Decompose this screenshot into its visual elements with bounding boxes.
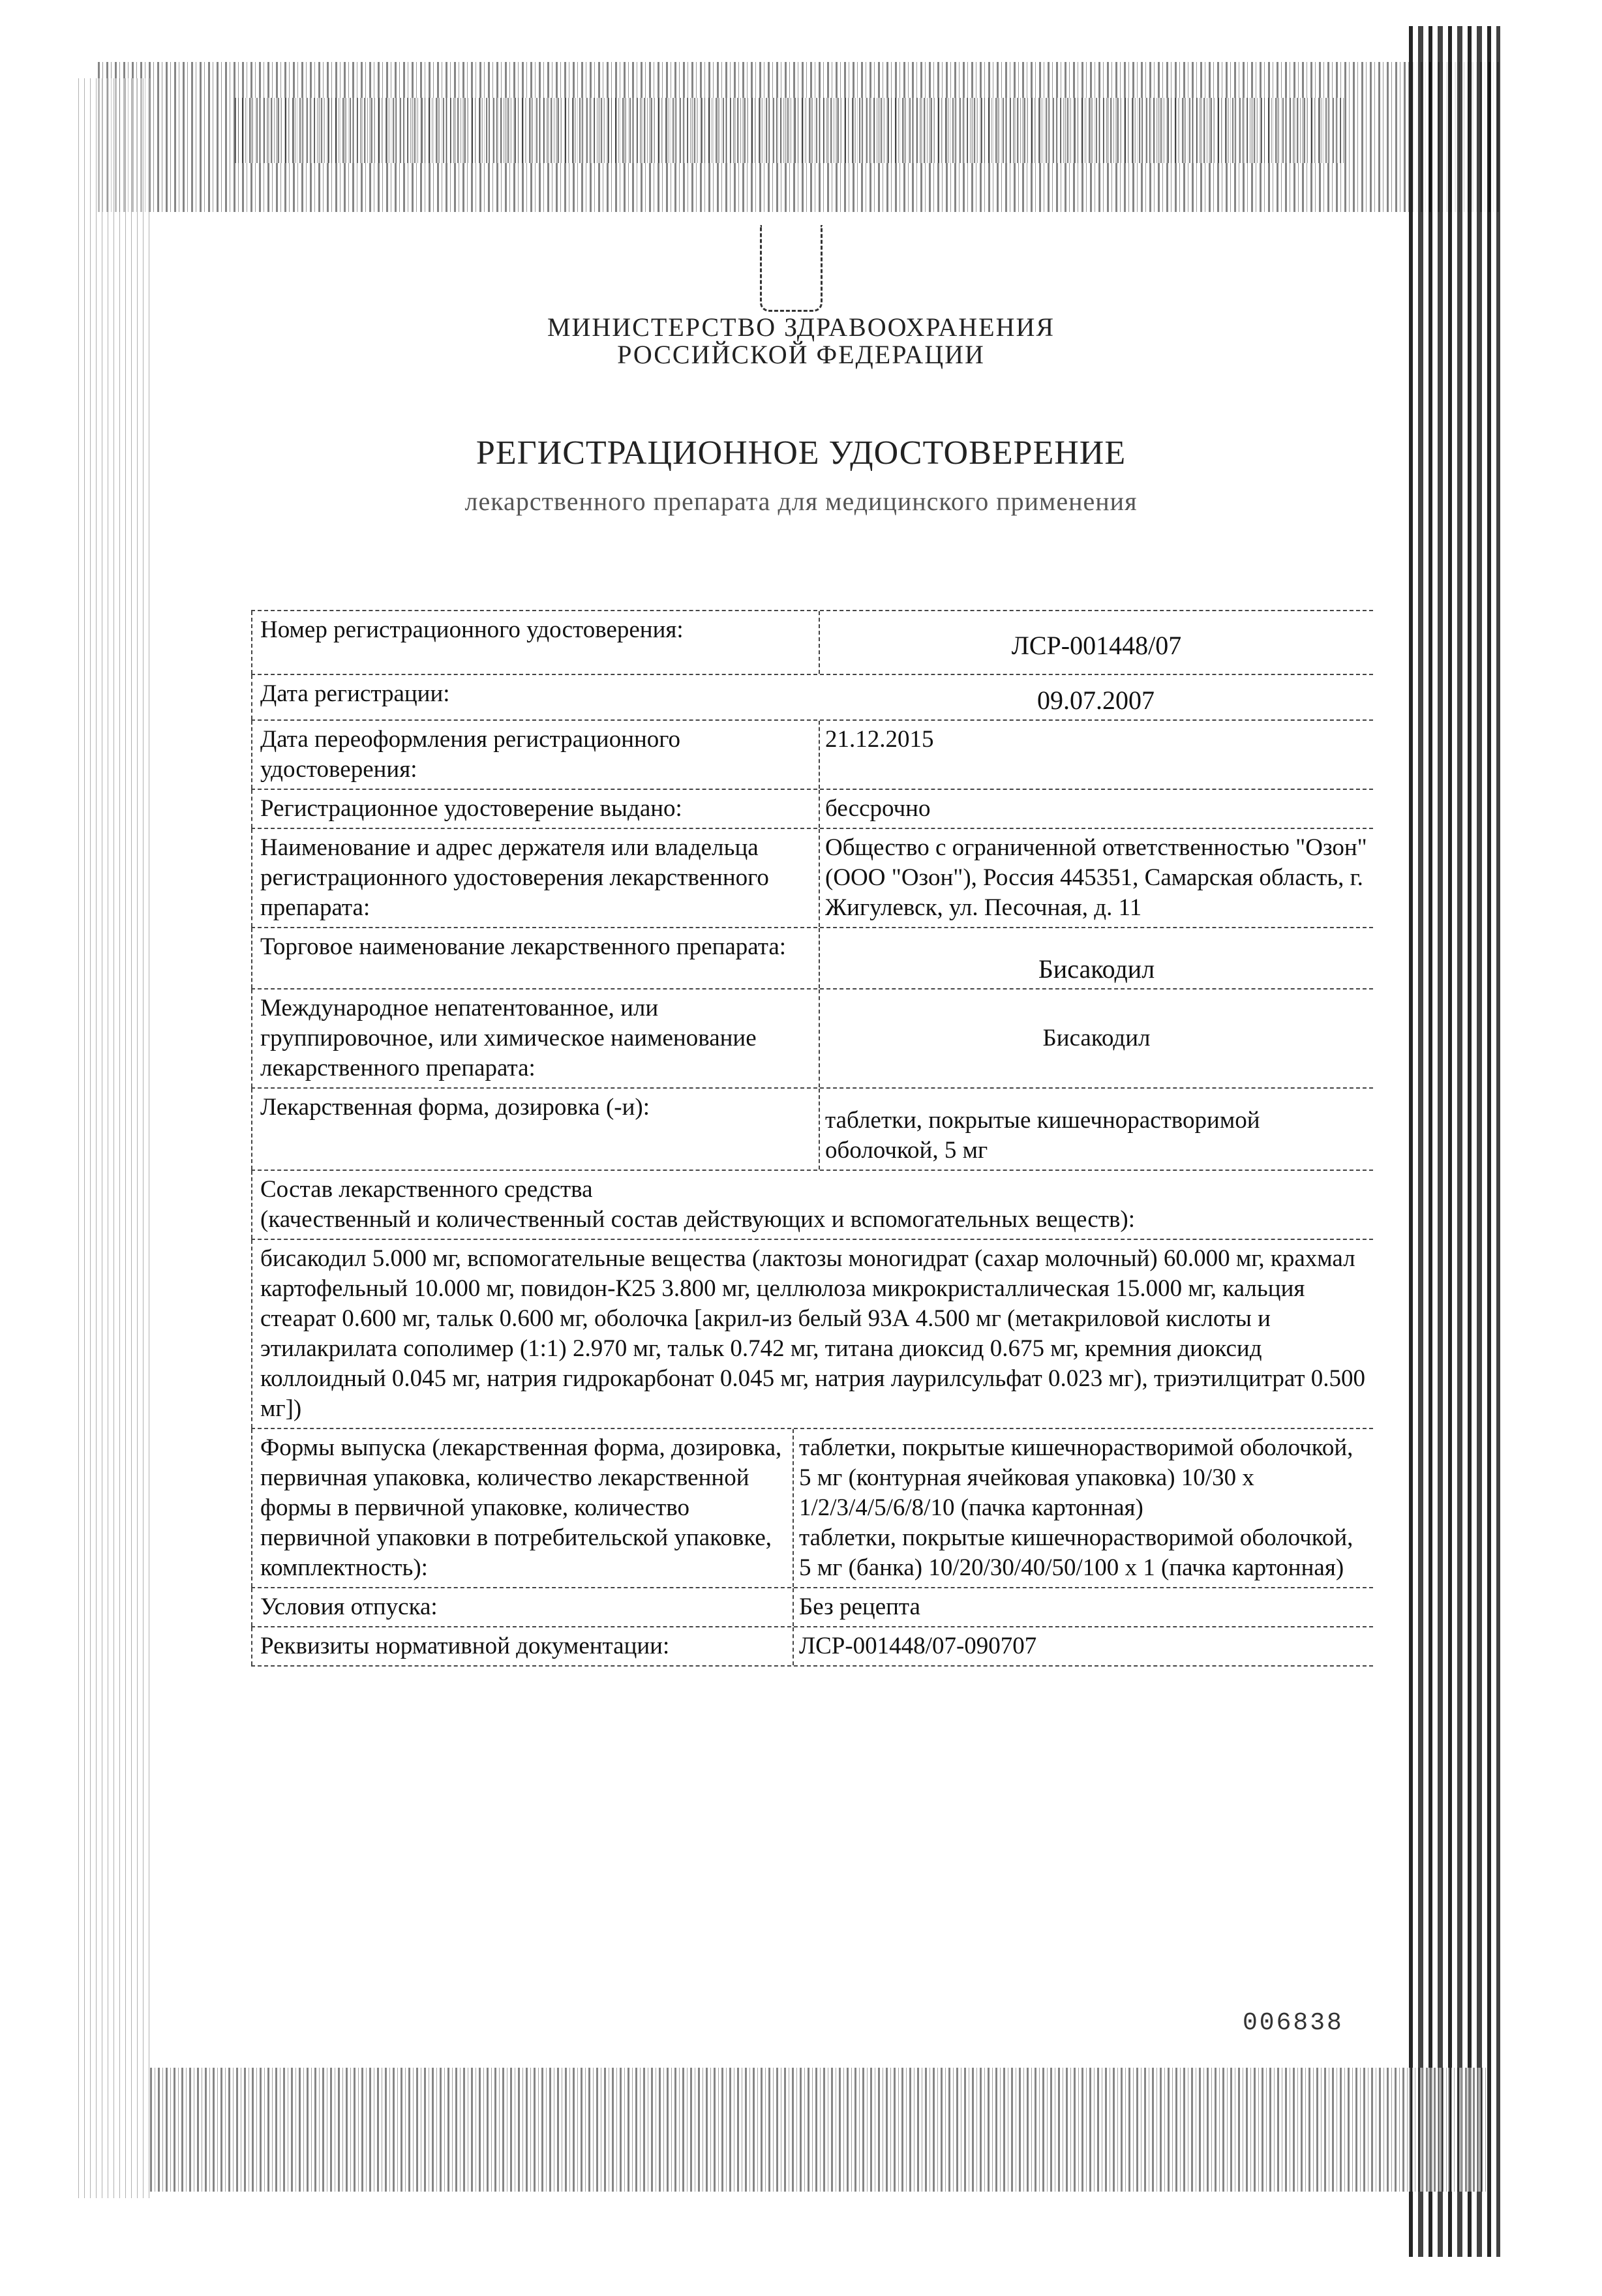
field-label: Наименование и адрес держателя или владельца регистрационного удостоверения лекарственного препарата: — [251, 829, 819, 927]
row-release-forms — [251, 1429, 1373, 1588]
row-trade-name — [251, 928, 1373, 989]
reissue-date: 21.12.2015 — [819, 721, 1373, 789]
normative-docs: ЛСР-001448/07-090707 — [793, 1627, 1373, 1665]
document-title: РЕГИСТРАЦИОННОЕ УДОСТОВЕРЕНИЕ — [476, 434, 1126, 472]
row-normative-docs — [251, 1627, 1373, 1667]
validity: бессрочно — [819, 790, 1373, 828]
field-label: Условия отпуска: — [251, 1588, 793, 1626]
trade-name: Бисакодил — [819, 928, 1373, 988]
field-label: Реквизиты нормативной документации: — [251, 1627, 793, 1665]
document-subtitle: лекарственного препарата для медицинского применения — [464, 487, 1138, 516]
release-form-blister: таблетки, покрытые кишечнорастворимой оболочкой, 5 мг (контурная ячейковая упаковка) 10/30 x 1/2/3/4/5/6/8/10 (пачка картонная) — [799, 1434, 1353, 1521]
inn-name: Бисакодил — [819, 989, 1373, 1087]
release-forms-values — [793, 1429, 1373, 1587]
field-label: Номер регистрационного удостоверения: — [251, 611, 819, 674]
field-label: Международное непатентованное, или группировочное, или химическое наименование лекарственного препарата: — [251, 989, 819, 1087]
ministry-name-line1: МИНИСТЕРСТВО ЗДРАВООХРАНЕНИЯ — [547, 312, 1055, 342]
row-dispensing — [251, 1588, 1373, 1627]
row-registration-date — [251, 675, 1373, 721]
field-label: Дата переоформления регистрационного удостоверения: — [251, 721, 819, 789]
certificate-table — [251, 610, 1373, 1667]
row-inn — [251, 989, 1373, 1089]
composition-label-line2: (качественный и количественный состав действующих и вспомогательных веществ): — [260, 1206, 1136, 1233]
scan-border-left — [78, 78, 150, 2198]
field-label: Лекарственная форма, дозировка (-и): — [251, 1089, 819, 1170]
field-label: Формы выпуска (лекарственная форма, дозировка, первичная упаковка, количество лекарственной формы в первичной упаковке, количество первичной упаковки в потребительской упаковке, комплектность): — [251, 1429, 793, 1587]
row-registration-number — [251, 610, 1373, 675]
dispensing-conditions: Без рецепта — [793, 1588, 1373, 1626]
field-label: Дата регистрации: — [251, 675, 819, 719]
scan-border-bottom — [150, 2068, 1487, 2192]
coat-of-arms-icon — [760, 225, 823, 312]
row-holder — [251, 829, 1373, 928]
ministry-name-line2: РОССИЙСКОЙ ФЕДЕРАЦИИ — [617, 340, 985, 369]
composition-value: бисакодил 5.000 мг, вспомогательные вещества (лактозы моногидрат (сахар молочный) 60.000 мг, крахмал картофельный 10.000 мг, повидон-К25 3.800 мг, целлюлоза микрокристаллическая 15.000 мг, кальция стеарат 0.600 мг, тальк 0.600 мг, оболочка [акрил-из белый 93А 4.500 мг (метакриловой кислоты и этилакрилата сополимер (1:1) 2.970 мг, тальк 0.742 мг, титана диоксид 0.675 мг, кремния диоксид коллоидный 0.045 мг, натрия гидрокарбонат 0.045 мг, натрия лаурилсульфат 0.023 мг), триэтилцитрат 0.500 мг]) — [251, 1240, 1373, 1428]
row-composition-value — [251, 1240, 1373, 1429]
row-reissue-date — [251, 721, 1373, 790]
composition-label — [251, 1171, 1373, 1239]
row-composition-header — [251, 1171, 1373, 1240]
row-dosage-form — [251, 1089, 1373, 1171]
release-form-jar: таблетки, покрытые кишечнорастворимой оболочкой, 5 мг (банка) 10/20/30/40/50/100 x 1 (пачка картонная) — [799, 1524, 1353, 1581]
field-label: Торговое наименование лекарственного препарата: — [251, 928, 819, 988]
field-label: Регистрационное удостоверение выдано: — [251, 790, 819, 828]
registration-number: ЛСР-001448/07 — [819, 611, 1373, 674]
holder-name-address: Общество с ограниченной ответственностью "Озон" (ООО "Озон"), Россия 445351, Самарская область, г. Жигулевск, ул. Песочная, д. 11 — [819, 829, 1373, 927]
scan-border-top-ornament — [235, 98, 1344, 163]
dosage-form: таблетки, покрытые кишечнорастворимой оболочкой, 5 мг — [819, 1089, 1373, 1170]
row-validity — [251, 790, 1373, 829]
registration-date: 09.07.2007 — [1037, 686, 1155, 715]
serial-number: 006838 — [1243, 2009, 1344, 2037]
composition-label-line1: Состав лекарственного средства — [260, 1176, 593, 1203]
